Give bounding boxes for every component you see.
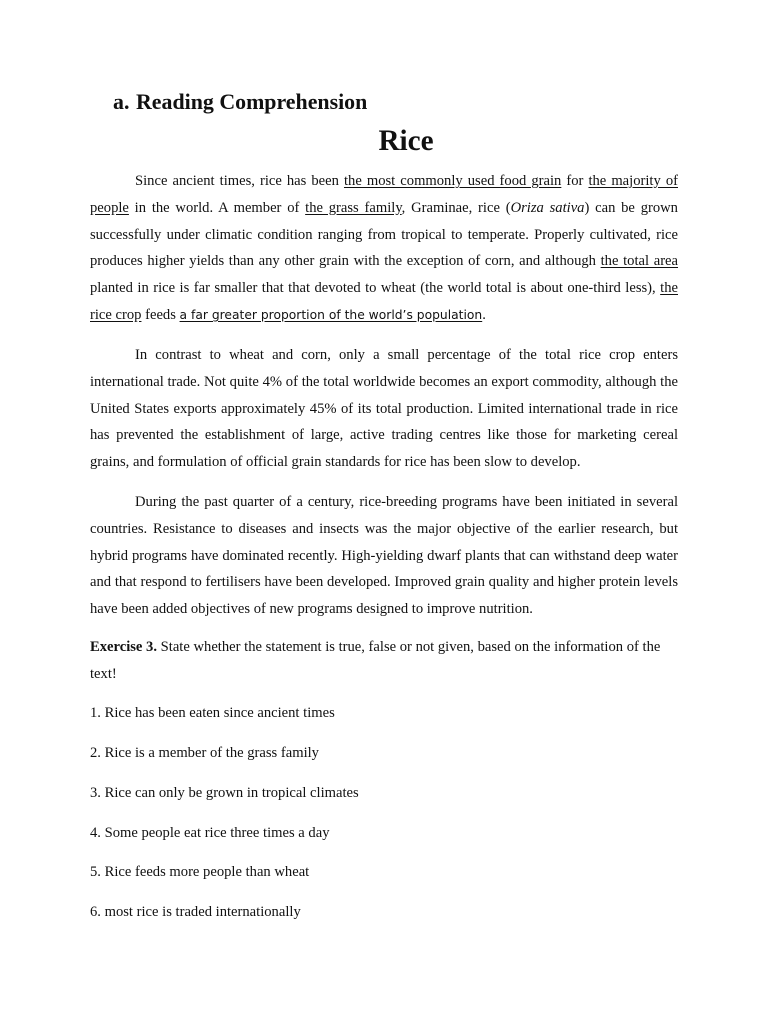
paragraph-text: . xyxy=(482,306,486,323)
exercise-label: Exercise 3. xyxy=(90,639,158,655)
underlined-phrase: the majority of people xyxy=(90,173,678,216)
statement-item: 6. most rice is traded internationally xyxy=(90,904,301,920)
underlined-phrase: the grass family xyxy=(305,199,402,216)
paragraph-3 xyxy=(90,489,678,623)
paragraph-text: Since ancient times, rice has been xyxy=(135,173,344,189)
statement-item: 3. Rice can only be grown in tropical climates xyxy=(90,785,359,801)
statement-item: 4. Some people eat rice three times a day xyxy=(90,825,330,841)
statement-item: 2. Rice is a member of the grass family xyxy=(90,745,319,761)
paragraph-text: in the world. A member of xyxy=(128,199,306,216)
statement-item: 5. Rice feeds more people than wheat xyxy=(90,864,310,880)
section-letter: a. xyxy=(113,89,130,114)
paragraph-text: for xyxy=(561,173,589,189)
paragraph-text: feeds xyxy=(141,306,180,323)
statement-item: 1. Rice has been eaten since ancient times xyxy=(90,705,335,721)
exercise-text: State whether the statement is true, false or not given, based on the information of the text! xyxy=(90,639,661,682)
paragraph-1 xyxy=(90,168,678,329)
underlined-phrase: the total area xyxy=(600,253,679,270)
underlined-phrase: a far greater proportion of the world’s population xyxy=(179,307,483,322)
paragraph-text: , Graminae, rice ( xyxy=(401,199,511,216)
paragraph-text: During the past quarter of a century, rice-breeding programs have been initiated in several countries. Resistance to diseases and insects was the major objective of the earlier research, but hybrid programs have dominated recently. High-yielding dwarf plants that can withstand deep water and that respond to fertilisers have been developed. Improved grain quality and higher protein levels have been added objectives of new programs designed to improve nutrition. xyxy=(90,494,678,618)
underlined-phrase: the most commonly used food grain xyxy=(343,173,562,189)
paragraph-text: ) can be grown successfully under climatic condition ranging from tropical to temperate. Properly cultivated, rice produces higher yields than any other grain with the exception of corn, and although xyxy=(90,199,678,270)
passage-title: Rice xyxy=(378,125,434,157)
paragraph-text: In contrast to wheat and corn, only a small percentage of the total rice crop enters international trade. Not quite 4% of the total worldwide becomes an export commodity, although the United States exports approximately 45% of its total production. Limited international trade in rice has prevented the establishment of large, active trading centres like those for marketing cereal grains, and formulation of official grain standards for rice has been slow to develop. xyxy=(90,347,678,471)
section-heading xyxy=(113,89,368,114)
section-label: Reading Comprehension xyxy=(136,89,368,114)
exercise-instruction xyxy=(90,634,678,688)
scientific-name: Oriza sativa xyxy=(510,199,585,216)
underlined-phrase: the rice crop xyxy=(90,280,678,323)
paragraph-text: planted in rice is far smaller that that devoted to wheat (the world total is about one-third less), xyxy=(90,280,661,297)
paragraph-2 xyxy=(90,342,678,476)
